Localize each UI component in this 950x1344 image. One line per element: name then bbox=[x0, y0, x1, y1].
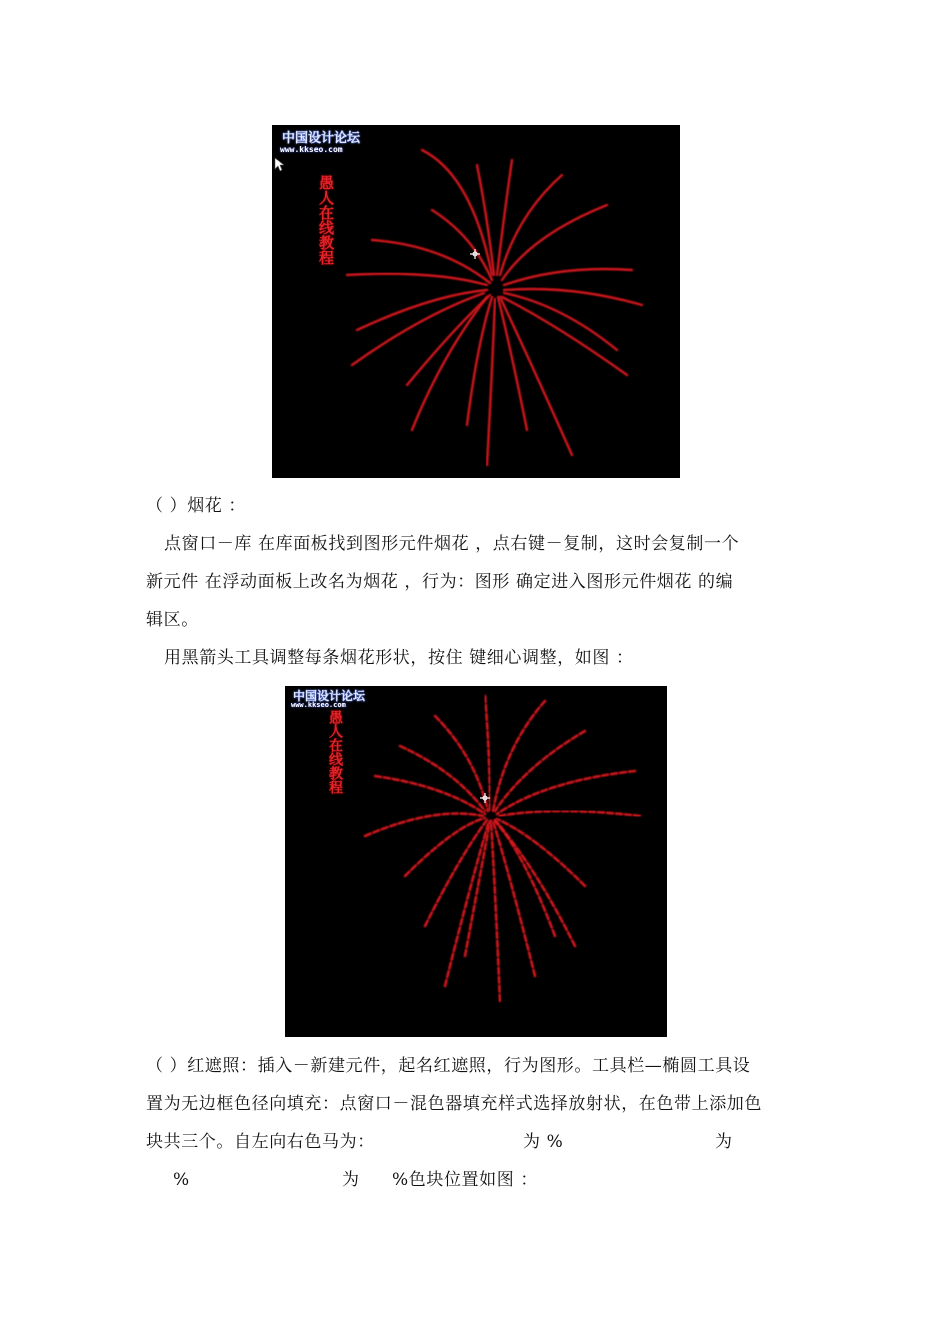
paragraph-3-line-4b: 为 bbox=[342, 1170, 360, 1190]
firework-streak bbox=[432, 210, 492, 280]
firework-streak bbox=[422, 150, 492, 275]
firework-streak bbox=[498, 297, 527, 430]
firework-streak bbox=[375, 776, 485, 814]
paragraph-1-line-1: 点窗口－库 在库面板找到图形元件烟花 ，点右键－复制，这时会复制一个 bbox=[164, 534, 740, 554]
firework-streak bbox=[365, 814, 483, 837]
paragraph-3-line-3c: 为 bbox=[715, 1132, 733, 1152]
firework-streak bbox=[495, 820, 555, 936]
watermark-site-name: 中国设计论坛 bbox=[282, 131, 361, 146]
firework-streak bbox=[405, 818, 485, 876]
crosshair-icon bbox=[480, 793, 490, 803]
watermark-site-url: www.kkseo.com bbox=[280, 145, 343, 154]
crosshair-icon bbox=[470, 249, 480, 259]
paragraph-3-line-4a: % bbox=[173, 1170, 190, 1190]
watermark-vertical-label: 愚人在线教程 bbox=[327, 710, 343, 794]
firework-streak bbox=[497, 771, 635, 814]
paragraph-3-line-2: 置为无边框色径向填充：点窗口－混色器填充样式选择放射状，在色带上添加色 bbox=[146, 1094, 762, 1114]
paragraph-3-line-1: （ ）红遮照：插入－新建元件，起名红遮照，行为图形。工具栏—椭圆工具设 bbox=[146, 1056, 751, 1076]
firework-streak bbox=[347, 274, 487, 285]
firework-streak bbox=[467, 297, 492, 425]
firework-streak bbox=[465, 821, 490, 956]
paragraph-3-line-3a: 块共三个。自左向右色马为： bbox=[146, 1132, 375, 1152]
firework-streak bbox=[504, 269, 632, 285]
firework-streak bbox=[495, 821, 575, 946]
firework-streak bbox=[499, 811, 640, 816]
firework-streak bbox=[504, 289, 642, 305]
firework-streak bbox=[425, 820, 487, 926]
firework-figure-2 bbox=[285, 686, 667, 1037]
firework-streak bbox=[502, 297, 627, 375]
firework-streak bbox=[487, 299, 495, 465]
watermark-site-url: www.kkseo.com bbox=[291, 701, 346, 709]
paragraph-3-line-3b: 为 % bbox=[523, 1132, 564, 1152]
paragraph-1-line-2: 新元件 在浮动面板上改名为烟花 ，行为：图形 确定进入图形元件烟花 的编 bbox=[146, 572, 734, 592]
firework-streak bbox=[445, 821, 489, 986]
watermark-vertical-label: 愚人在线教程 bbox=[317, 175, 335, 265]
paragraph-1-line-3: 辑区。 bbox=[146, 610, 199, 630]
watermark-site-name: 中国设计论坛 bbox=[293, 689, 366, 703]
firework-streak bbox=[500, 297, 572, 455]
firework-streak bbox=[400, 746, 485, 811]
section-heading-firework: （ ）烟花 ： bbox=[146, 496, 247, 516]
firework-streak bbox=[495, 731, 585, 811]
firework-streak bbox=[500, 175, 562, 275]
cursor-arrow-icon bbox=[274, 157, 284, 173]
firework-streak bbox=[491, 821, 500, 1001]
paragraph-3-line-4c: %色块位置如图 ： bbox=[392, 1170, 538, 1190]
firework-figure-1 bbox=[272, 125, 680, 478]
paragraph-2: 用黑箭头工具调整每条烟花形状，按住 键细心调整，如图 ： bbox=[164, 648, 634, 668]
